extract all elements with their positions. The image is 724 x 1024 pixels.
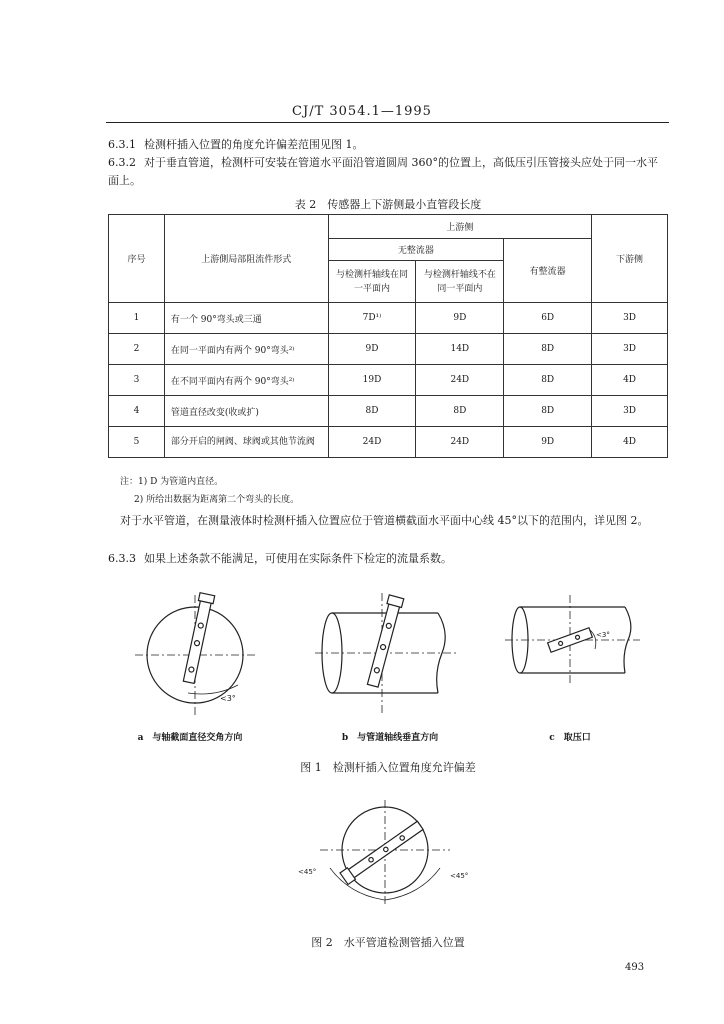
cell-not-same-plane: 8D [416, 396, 504, 427]
row-number: 5 [109, 427, 165, 458]
header-resistance: 上游側局部阻流件形式 [164, 215, 328, 303]
cell-downstream: 4D [592, 427, 668, 458]
cell-same-plane: 19D [328, 365, 416, 396]
cell-straightener: 9D [504, 427, 592, 458]
fig1-sub-c: c 取压口 [549, 733, 591, 743]
clause-number: 6.3.2 [108, 156, 136, 169]
row-number: 1 [109, 303, 165, 334]
fig1-sub-a: a 与轴截面直径交角方向 [137, 733, 243, 743]
clause-number: 6.3.1 [108, 138, 136, 151]
cell-same-plane: 24D [328, 427, 416, 458]
figure-2-drawing [290, 800, 480, 910]
clause-text: 对于垂直管道，检测杆可安装在管道水平面沿管道圆周 360°的位置上，高低压引压管接头应处于同一水平面上。 [108, 156, 658, 187]
row-number: 3 [109, 365, 165, 396]
cell-not-same-plane: 9D [416, 303, 504, 334]
cell-not-same-plane: 14D [416, 334, 504, 365]
row-number: 2 [109, 334, 165, 365]
cell-not-same-plane: 24D [416, 427, 504, 458]
row-form: 有一个 90°弯头或三通 [164, 303, 328, 334]
clause-6-3-2 [108, 154, 668, 190]
table-row [109, 365, 668, 396]
clause-number: 6.3.3 [108, 552, 136, 565]
header-with-straightener: 有整流器 [504, 239, 592, 303]
cell-straightener: 8D [504, 334, 592, 365]
figure-1b-pipe [315, 593, 458, 715]
row-form: 部分开启的闸阀、球阀或其他节流阀 [164, 427, 328, 458]
fig1a-angle: <3° [220, 694, 236, 703]
clause-text: 如果上述条款不能满足，可使用在实际条件下检定的流量系数。 [144, 552, 452, 565]
cell-not-same-plane: 24D [416, 365, 504, 396]
row-number: 4 [109, 396, 165, 427]
table-title: 表 2 传感器上下游侧最小直管段长度 [294, 198, 482, 211]
horizontal-pipe-paragraph: 对于水平管道，在测量液体时检测杆插入位置应位于管道横截面水平面中心线 45°以下的范围内，详见图 2。 [120, 514, 649, 527]
clause-text: 检测杆插入位置的角度允许偏差范围见图 1。 [144, 138, 364, 151]
clause-6-3-1 [108, 136, 668, 154]
table-row [109, 334, 668, 365]
fig1c-angle: <3° [596, 631, 610, 639]
cell-downstream: 3D [592, 334, 668, 365]
cell-downstream: 3D [592, 303, 668, 334]
header-not-same-plane: 与检测杆轴线不在同一平面内 [416, 261, 504, 303]
header-rule [106, 122, 669, 123]
figure-1-drawing [120, 585, 660, 735]
fig1-sub-b: b 与管道轴线垂直方向 [341, 733, 439, 743]
cell-same-plane: 8D [328, 396, 416, 427]
cell-straightener: 8D [504, 365, 592, 396]
figure-2-caption: 图 2 水平管道检测管插入位置 [311, 936, 465, 949]
cell-straightener: 8D [504, 396, 592, 427]
cell-downstream: 4D [592, 365, 668, 396]
table-note-1: 注：1) D 为管道内直径。 [120, 477, 224, 487]
header-same-plane: 与检测杆轴线在同一平面内 [328, 261, 416, 303]
cell-same-plane: 7D¹⁾ [328, 303, 416, 334]
figure-1c-port [505, 595, 640, 685]
fig2-left-angle: <45° [298, 868, 317, 876]
cell-straightener: 6D [504, 303, 592, 334]
row-form: 在同一平面内有两个 90°弯头²⁾ [164, 334, 328, 365]
table-row [109, 303, 668, 334]
row-form: 管道直径改变(收或扩) [164, 396, 328, 427]
clause-6-3-3 [108, 550, 668, 568]
table-row [109, 427, 668, 458]
fig2-right-angle: <45° [450, 872, 469, 880]
row-form: 在不同平面内有两个 90°弯头²⁾ [164, 365, 328, 396]
header-seq: 序号 [109, 215, 165, 303]
figure-1-caption: 图 1 检测杆插入位置角度允许偏差 [300, 761, 476, 774]
cell-downstream: 3D [592, 396, 668, 427]
figure-1a-circle [135, 593, 255, 715]
standard-number: CJ/T 3054.1—1995 [292, 104, 432, 119]
header-no-straightener: 无整流器 [328, 239, 504, 261]
header-downstream: 下游侧 [592, 215, 668, 303]
straight-length-table [108, 214, 668, 458]
table-row [109, 396, 668, 427]
header-upstream: 上游侧 [328, 215, 592, 239]
table-note-2: 2) 所给出数据为距离第二个弯头的长度。 [134, 495, 300, 505]
page-number: 493 [625, 962, 645, 973]
cell-same-plane: 9D [328, 334, 416, 365]
